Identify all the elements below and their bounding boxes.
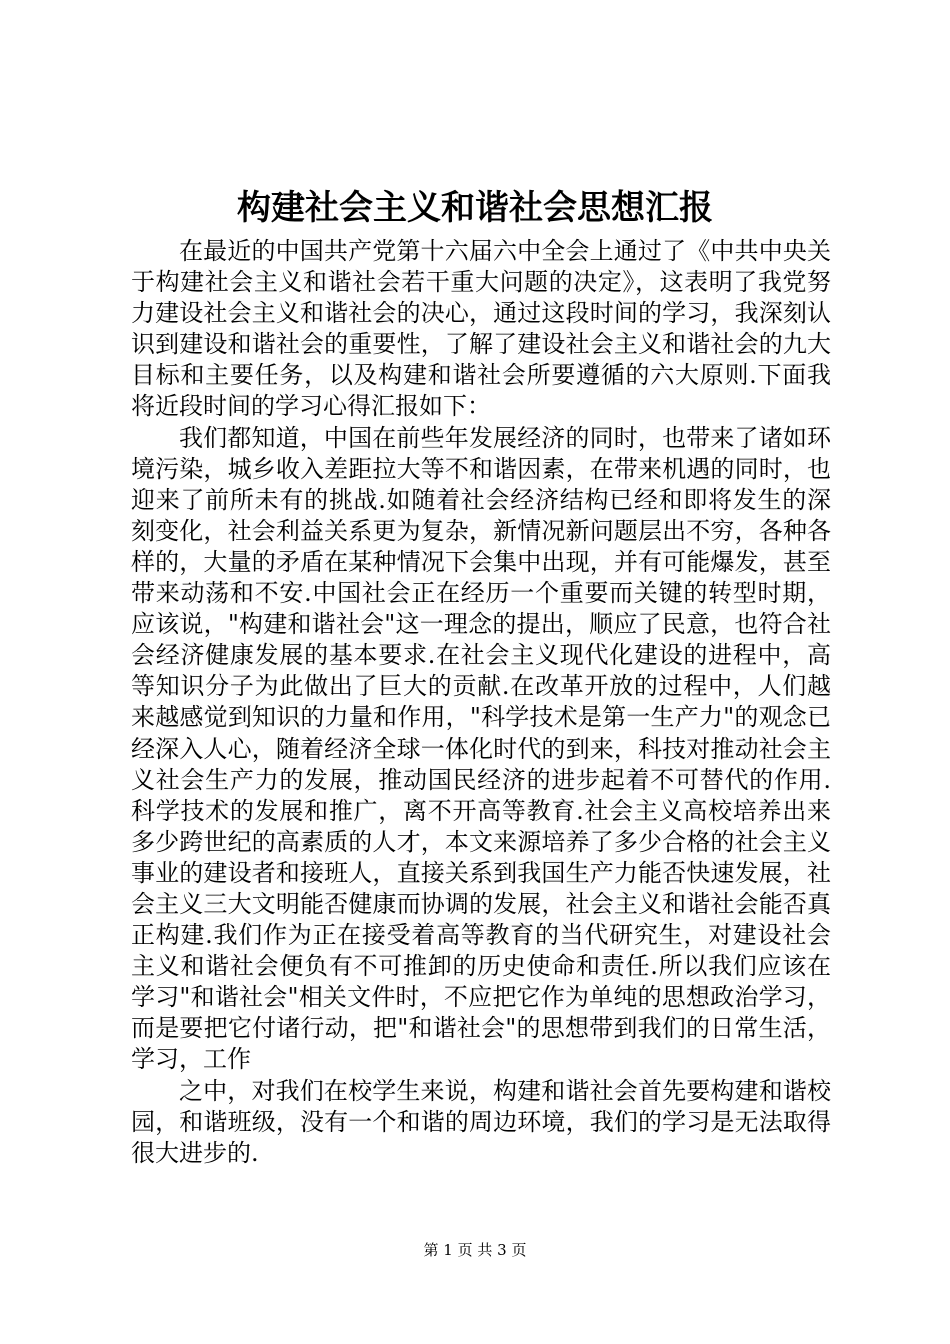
paragraph-intro: 在最近的中国共产党第十六届六中全会上通过了《中共中央关于构建社会主义和谐社会若干重大问题的决定》，这表明了我党努力建设社会主义和谐社会的决心，通过这段时间的学习，我深刻认识到建设和谐社会的重要性，了解了建设社会主义和谐社会的九大目标和主要任务，以及构建和谐社会所要遵循的六大原则.下面我将近段时间的学习心得汇报如下：	[131, 237, 831, 421]
document-title: 构建社会主义和谐社会思想汇报	[237, 188, 713, 228]
paragraph-main: 我们都知道，中国在前些年发展经济的同时，也带来了诸如环境污染，城乡收入差距拉大等不和谐因素，在带来机遇的同时，也迎来了前所未有的挑战.如随着社会经济结构已经和即将发生的深刻变化，社会利益关系更为复杂，新情况新问题层出不穷，各种各样的，大量的矛盾在某种情况下会集中出现，并有可能爆发，甚至带来动荡和不安.中国社会正在经历一个重要而关键的转型时期，应该说，"构建和谐社会"这一理念的提出，顺应了民意，也符合社会经济健康发展的基本要求.在社会主义现代化建设的进程中，高等知识分子为此做出了巨大的贡献.在改革开放的过程中，人们越来越感觉到知识的力量和作用，"科学技术是第一生产力"的观念已经深入人心，随着经济全球一体化时代的到来，科技对推动社会主义社会生产力的发展，推动国民经济的进步起着不可替代的作用.科学技术的发展和推广，离不开高等教育.社会主义高校培养出来多少跨世纪的高素质的人才，本文来源培养了多少合格的社会主义事业的建设者和接班人，直接关系到我国生产力能否快速发展，社会主义三大文明能否健康而协调的发展，社会主义和谐社会能否真正构建.我们作为正在接受着高等教育的当代研究生，对建设社会主义和谐社会便负有不可推卸的历史使命和责任.所以我们应该在学习"和谐社会"相关文件时，不应把它作为单纯的思想政治学习，而是要把它付诸行动，把"和谐社会"的思想带到我们的日常生活，学习，工作	[131, 423, 831, 1074]
paragraph-conclusion: 之中，对我们在校学生来说，构建和谐社会首先要构建和谐校园，和谐班级，没有一个和谐的周边环境，我们的学习是无法取得很大进步的.	[131, 1076, 831, 1167]
document-body	[131, 236, 831, 1169]
page-number-footer: 第 1 页 共 3 页	[423, 1241, 527, 1259]
